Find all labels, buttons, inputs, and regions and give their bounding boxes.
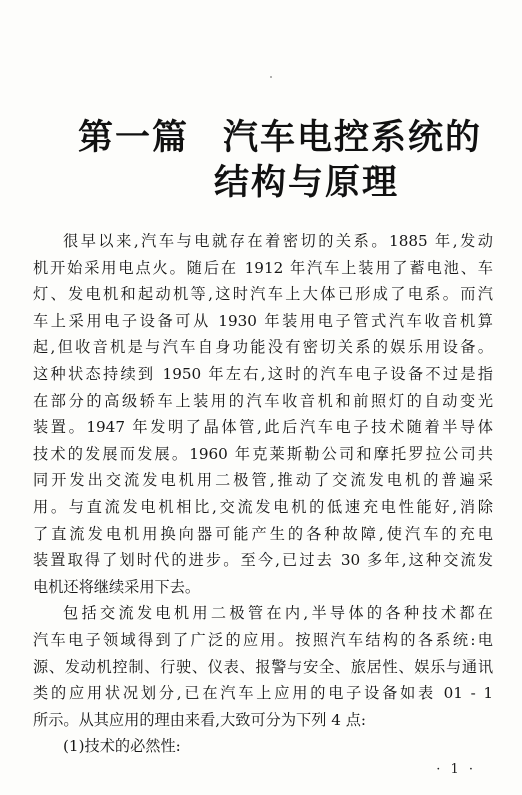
text-line: 同开发出交流发电机用二极管,推动了交流发电机的普遍采: [33, 471, 493, 490]
text-line: 机开始采用电点火。随后在 1912 年汽车上装用了蓄电池、车: [33, 258, 493, 277]
text-line: 在部分的高级轿车上装用的汽车收音机和前照灯的自动变光: [33, 391, 493, 410]
text-line: 所示。从其应用的理由来看,大致可分为下列 4 点:: [33, 710, 367, 729]
title-text-1: 汽车电控系统的: [223, 117, 483, 158]
text-line: 这种状态持续到 1950 年左右,这时的汽车电子设备不过是指: [33, 364, 493, 383]
chapter-title-line-1: [78, 117, 482, 159]
page-number: · 1 ·: [436, 762, 476, 777]
text-line: 装置取得了划时代的进步。至今,已过去 30 多年,这种交流发: [33, 551, 493, 570]
text-line: 起,但收音机是与汽车自身功能没有密切关系的娱乐用设备。: [33, 338, 493, 357]
text-line: 很早以来,汽车与电就存在着密切的关系。1885 年,发动: [63, 232, 493, 250]
text-line: 了直流发电机用换向器可能产生的各种故障,使汽车的充电: [33, 524, 493, 543]
paragraph-1: [33, 228, 493, 600]
text-line: 电机还将继续采用下去。: [33, 577, 201, 596]
text-line: 灯、发电机和起动机等,这时汽车上大体已形成了电系。而汽: [33, 285, 493, 304]
text-line: 源、发动机控制、行驶、仪表、报警与安全、旅居性、娱乐与通讯: [33, 657, 493, 676]
body-text: [33, 228, 493, 760]
text-line: 技术的发展而发展。1960 年克莱斯勒公司和摩托罗拉公司共: [33, 444, 493, 463]
scan-speck: [270, 76, 272, 78]
text-line: (1)技术的必然性:: [63, 737, 181, 756]
text-line: 包括交流发电机用二极管在内,半导体的各种技术都在: [63, 604, 493, 623]
text-line: 类的应用状况划分,已在汽车上应用的电子设备如表 01 - 1: [33, 684, 493, 703]
chapter-title-line-2: 结构与原理: [214, 162, 400, 203]
text-line: 车上采用电子设备可从 1930 年装用电子管式汽车收音机算: [33, 311, 493, 330]
text-line: 用。与直流发电机相比,交流发电机的低速充电性能好,消除: [33, 497, 493, 516]
text-line: 装置。1947 年发明了晶体管,此后汽车电子技术随着半导体: [33, 418, 493, 437]
paragraph-2: [33, 600, 493, 733]
paragraph-3: [33, 733, 493, 760]
text-line: 汽车电子领域得到了广泛的应用。按照汽车结构的各系统:电: [33, 630, 493, 649]
part-label: 第一篇: [78, 117, 190, 158]
